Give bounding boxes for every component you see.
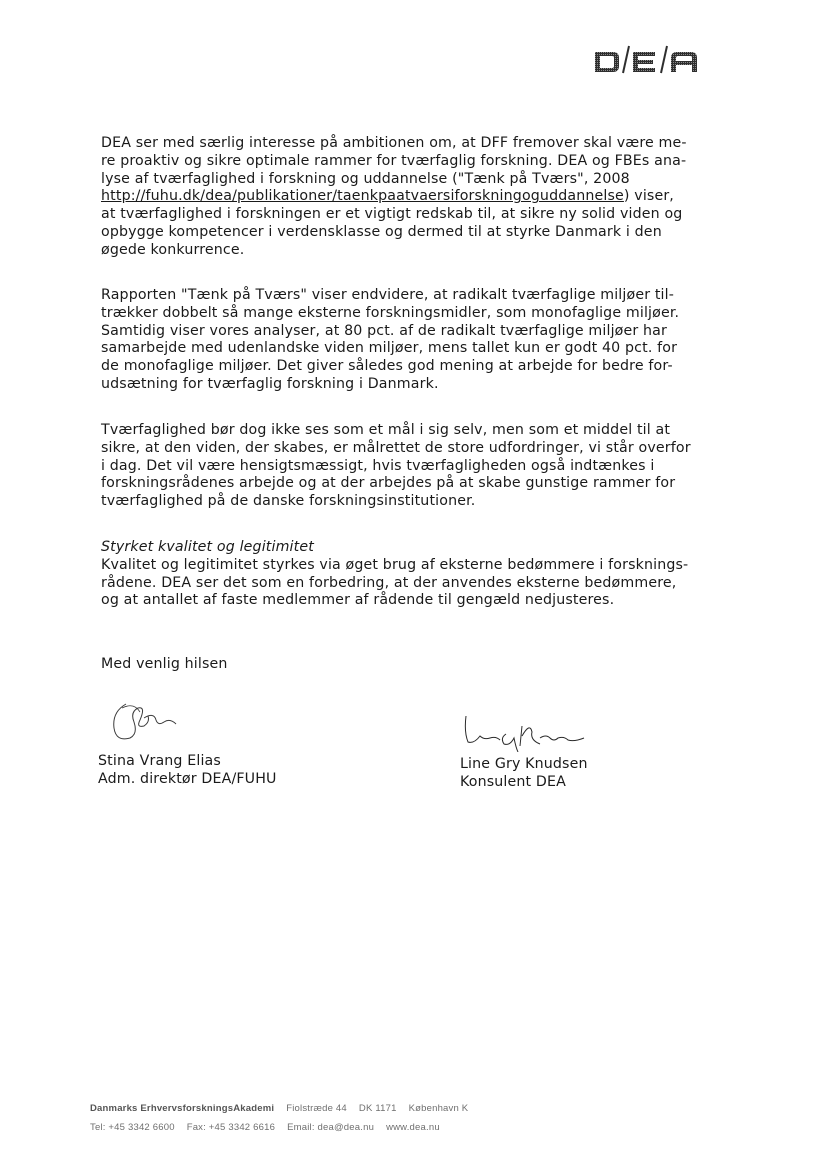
footer-address-line [90, 1103, 468, 1114]
text-line: tværfaglighed på de danske forskningsinstitutioner. [101, 493, 476, 510]
text-line: opbygge kompetencer i verdensklasse og dermed til at styrke Danmark i den [101, 223, 662, 240]
text-line: at tværfaglighed i forskningen er et vigtigt redskab til, at sikre ny solid viden og [101, 206, 683, 223]
text-line: i dag. Det vil være hensigtsmæssigt, hvis tværfagligheden også indtænkes i [101, 457, 655, 474]
footer-street: Fiolstræde 44 [286, 1103, 347, 1114]
paragraph-1 [101, 135, 741, 260]
text-line: udsætning for tværfaglig forskning i Danmark. [101, 375, 439, 392]
text-line: de monofaglige miljøer. Det giver således god mening at arbejde for bedre for- [101, 358, 673, 375]
signer-name: Stina Vrang Elias [98, 753, 221, 769]
text-line: samarbejde med udenlandske viden miljøer, mens tallet kun er godt 40 pct. for [101, 340, 678, 357]
text-line: lyse af tværfaglighed i forskning og uddannelse ("Tænk på Tværs", 2008 [101, 170, 630, 187]
dea-logo [593, 44, 699, 74]
signer-title: Konsulent DEA [460, 773, 566, 790]
text-line: Rapporten "Tænk på Tværs" viser endvidere, at radikalt tværfaglige miljøer til- [101, 287, 675, 303]
footer-web[interactable]: www.dea.nu [386, 1122, 440, 1133]
footer-email[interactable]: Email: dea@dea.nu [287, 1122, 375, 1133]
footer-org-name: Danmarks ErhvervsforskningsAkademi [90, 1103, 275, 1114]
text-line: Tværfaglighed bør dog ikke ses som et mål i sig selv, men som et middel til at [101, 422, 671, 438]
signer-right [460, 756, 588, 792]
text-line: DEA ser med særlig interesse på ambitionen om, at DFF fremover skal være me- [101, 135, 687, 151]
text-line: Kvalitet og legitimitet styrkes via øget brug af eksterne bedømmere i forsknings- [101, 556, 689, 573]
closing-text: Med venlig hilsen [101, 656, 228, 672]
footer-city: København K [408, 1103, 469, 1114]
text-line: rådene. DEA ser det som en forbedring, at der anvendes eksterne bedømmere, [101, 574, 677, 591]
signer-title: Adm. direktør DEA/FUHU [98, 770, 277, 787]
text-line: øgede konkurrence. [101, 241, 245, 258]
paragraph-4 [101, 539, 741, 610]
footer-postcode: DK 1171 [358, 1103, 397, 1114]
paragraph-3 [101, 422, 741, 511]
text-line: re proaktiv og sikre optimale rammer for tværfaglig forskning. DEA og FBEs ana- [101, 152, 687, 169]
footer-fax: Fax: +45 3342 6616 [186, 1122, 276, 1133]
paragraph-2 [101, 287, 741, 394]
section-heading: Styrket kvalitet og legitimitet [101, 539, 314, 555]
footer-tel: Tel: +45 3342 6600 [90, 1122, 175, 1133]
text-line [101, 188, 741, 206]
text-line: og at antallet af faste medlemmer af rådende til gengæld nedjusteres. [101, 592, 615, 609]
signature-line-gry-knudsen [460, 708, 590, 752]
text-line: forskningsrådenes arbejde og at der arbejdes på at skabe gunstige rammer for [101, 475, 676, 492]
text-line: trækker dobbelt så mange eksterne forskningsmidler, som monofaglige miljøer. [101, 304, 680, 321]
signature-stina-vrang-elias [104, 698, 184, 746]
footer-contact-line [90, 1122, 440, 1133]
closing-greeting [101, 656, 741, 674]
text-line: sikre, at den viden, der skabes, er målrettet de store udfordringer, vi står overfor [101, 439, 691, 456]
signer-name: Line Gry Knudsen [460, 756, 588, 772]
report-link[interactable]: http://fuhu.dk/dea/publikationer/taenkpaatvaersiforskningoguddannelse [101, 188, 624, 205]
text-line: Samtidig viser vores analyser, at 80 pct. af de radikalt tværfaglige miljøer har [101, 322, 667, 339]
text-fragment: ) viser, [623, 188, 674, 205]
signer-left [98, 753, 277, 789]
